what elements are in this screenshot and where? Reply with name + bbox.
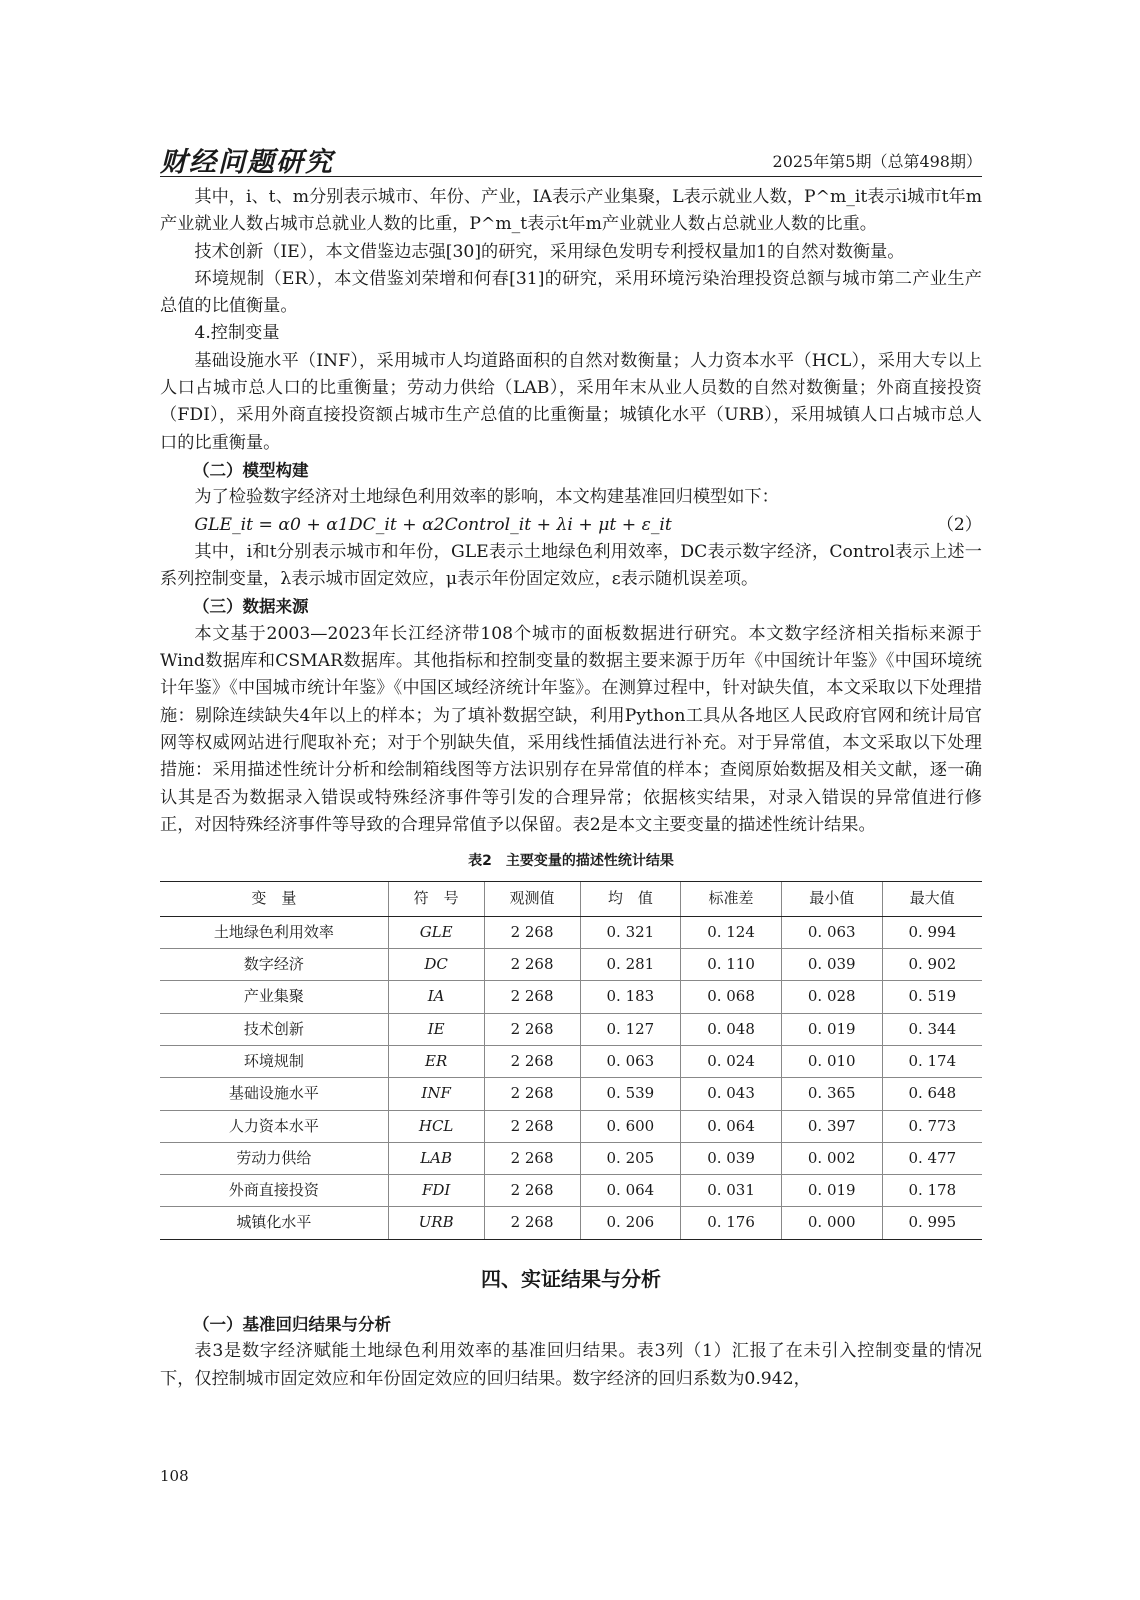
table-cell: INF (388, 1078, 484, 1110)
table-cell: IE (388, 1013, 484, 1045)
table-cell: 0. 028 (781, 981, 882, 1013)
issue-info: 2025年第5期（总第498期） (772, 152, 982, 171)
table-caption: 表2 主要变量的描述性统计结果 (468, 853, 674, 870)
table-cell: 0. 176 (681, 1207, 782, 1239)
table-cell: 人力资本水平 (160, 1110, 388, 1142)
table-cell: 0. 344 (882, 1013, 982, 1045)
table-cell: 城镇化水平 (160, 1207, 388, 1239)
table-header-cell: 最小值 (781, 882, 882, 916)
table-cell: 土地绿色利用效率 (160, 916, 388, 948)
table-cell: 0. 648 (882, 1078, 982, 1110)
heading-control-variables: 4.控制变量 (194, 323, 280, 344)
table-cell: 0. 773 (882, 1110, 982, 1142)
paragraph-er: 环境规制（ER），本文借鉴刘荣增和何春[31]的研究，采用环境污染治理投资总额与城市第二产业生产总值的比值衡量。 (160, 268, 982, 317)
journal-logo: 财经问题研究 (160, 147, 334, 178)
table-body (160, 916, 982, 1239)
table-header-cell: 最大值 (882, 882, 982, 916)
table-cell: 2 268 (484, 1078, 580, 1110)
table-cell: DC (388, 949, 484, 981)
paragraph-baseline-regression: 表3是数字经济赋能土地绿色利用效率的基准回归结果。表3列（1）汇报了在未引入控制变量的情况下，仅控制城市固定效应和年份固定效应的回归结果。数字经济的回归系数为0.942， (160, 1341, 982, 1389)
table-cell: 2 268 (484, 1175, 580, 1207)
paragraph-ia-definition: 其中，i、t、m分别表示城市、年份、产业，IA表示产业集聚，L表示就业人数，P^m_it表示i城市t年m产业就业人数占城市总就业人数的比重，P^m_t表示t年m产业就业人数占总就业人数的比重。 (160, 187, 982, 235)
table-cell: 0. 539 (580, 1078, 681, 1110)
table-cell: 0. 031 (681, 1175, 782, 1207)
table-cell: 0. 002 (781, 1142, 882, 1174)
table-cell: FDI (388, 1175, 484, 1207)
table-row (160, 1175, 982, 1207)
table-cell: 2 268 (484, 1142, 580, 1174)
table-cell: 2 268 (484, 1207, 580, 1239)
table-cell: 0. 039 (781, 949, 882, 981)
table-cell: 数字经济 (160, 949, 388, 981)
table-cell: 2 268 (484, 1110, 580, 1142)
paragraph-model-intro: 为了检验数字经济对土地绿色利用效率的影响，本文构建基准回归模型如下： (194, 487, 779, 508)
table-row (160, 916, 982, 948)
table-cell: 0. 397 (781, 1110, 882, 1142)
table-cell: 0. 063 (580, 1045, 681, 1077)
table-cell: 0. 205 (580, 1142, 681, 1174)
table-cell: 2 268 (484, 981, 580, 1013)
table-cell: 2 268 (484, 1045, 580, 1077)
table-cell: 0. 010 (781, 1045, 882, 1077)
table-cell: 0. 043 (681, 1078, 782, 1110)
page-header (160, 138, 982, 177)
table-cell: 0. 064 (681, 1110, 782, 1142)
table-row (160, 1013, 982, 1045)
table-cell: 0. 048 (681, 1013, 782, 1045)
equation-text: GLE_it = α0 + α1DC_it + α2Control_it + λi + μt + ε_it (194, 514, 672, 535)
table-cell: 0. 183 (580, 981, 681, 1013)
heading-model: （二）模型构建 (193, 460, 309, 480)
table-cell: 0. 519 (882, 981, 982, 1013)
table-row (160, 981, 982, 1013)
article-body (160, 184, 982, 1393)
table-cell: 0. 124 (681, 916, 782, 948)
heading-data-source: （三）数据来源 (193, 597, 309, 617)
table-cell: 2 268 (484, 949, 580, 981)
equation-2 (160, 512, 982, 539)
chapter-heading: 四、实证结果与分析 (481, 1266, 661, 1291)
paragraph-controls: 基础设施水平（INF），采用城市人均道路面积的自然对数衡量；人力资本水平（HCL），采用大专以上人口占城市总人口的比重衡量；劳动力供给（LAB），采用年末从业人员数的自然对数衡量；外商直接投资（FDI），采用外商直接投资额占城市生产总值的比重衡量；城镇化水平（URB），采用城镇人口占城市总人口的比重衡量。 (160, 350, 982, 453)
table-cell: 0. 365 (781, 1078, 882, 1110)
table-cell: 0. 127 (580, 1013, 681, 1045)
table-row (160, 1110, 982, 1142)
page-number: 108 (160, 1467, 189, 1485)
table-cell: 0. 019 (781, 1175, 882, 1207)
table-cell: 0. 206 (580, 1207, 681, 1239)
table-header-cell: 变 量 (160, 882, 388, 916)
table-cell: 0. 039 (681, 1142, 782, 1174)
paragraph-data-source: 本文基于2003—2023年长江经济带108个城市的面板数据进行研究。本文数字经济相关指标来源于Wind数据库和CSMAR数据库。其他指标和控制变量的数据主要来源于历年《中国统计年鉴》《中国环境统计年鉴》《中国城市统计年鉴》《中国区域经济统计年鉴》。在测算过程中，针对缺失值，本文采取以下处理措施：剔除连续缺失4年以上的样本；为了填补数据空缺，利用Python工具从各地区人民政府官网和统计局官网等权威网站进行爬取补充；对于个别缺失值，采用线性插值法进行补充。对于异常值，本文采取以下处理措施：采用描述性统计分析和绘制箱线图等方法识别存在异常值的样本；查阅原始数据及相关文献，逐一确认其是否为数据录入错误或特殊经济事件等引发的合理异常；依据核实结果，对录入错误的异常值进行修正，对因特殊经济事件等导致的合理异常值予以保留。表2是本文主要变量的描述性统计结果。 (160, 623, 982, 835)
table-cell: 0. 902 (882, 949, 982, 981)
descriptive-statistics-table (160, 881, 982, 1239)
table-cell: 0. 174 (882, 1045, 982, 1077)
table-cell: 0. 995 (882, 1207, 982, 1239)
table-cell: 2 268 (484, 1013, 580, 1045)
table-cell: 0. 994 (882, 916, 982, 948)
table-cell: 劳动力供给 (160, 1142, 388, 1174)
table-cell: 0. 063 (781, 916, 882, 948)
table-row (160, 1045, 982, 1077)
heading-baseline-regression: （一）基准回归结果与分析 (193, 1314, 391, 1334)
table-cell: 0. 110 (681, 949, 782, 981)
table-header-cell: 符 号 (388, 882, 484, 916)
equation-number: （2） (936, 514, 982, 535)
table-cell: 0. 321 (580, 916, 681, 948)
table-cell: 0. 178 (882, 1175, 982, 1207)
table-cell: 基础设施水平 (160, 1078, 388, 1110)
table-cell: HCL (388, 1110, 484, 1142)
table-cell: 0. 000 (781, 1207, 882, 1239)
table-cell: 0. 024 (681, 1045, 782, 1077)
table-cell: 0. 600 (580, 1110, 681, 1142)
table-header-cell: 观测值 (484, 882, 580, 916)
table-cell: 技术创新 (160, 1013, 388, 1045)
table-cell: 产业集聚 (160, 981, 388, 1013)
table-cell: 0. 064 (580, 1175, 681, 1207)
table-cell: 0. 019 (781, 1013, 882, 1045)
table-cell: 环境规制 (160, 1045, 388, 1077)
table-row (160, 949, 982, 981)
table-row (160, 1207, 982, 1239)
table-cell: LAB (388, 1142, 484, 1174)
table-cell: 外商直接投资 (160, 1175, 388, 1207)
paragraph-ie: 技术创新（IE），本文借鉴边志强[30]的研究，采用绿色发明专利授权量加1的自然对数衡量。 (194, 241, 905, 262)
table-cell: 0. 281 (580, 949, 681, 981)
table-cell: GLE (388, 916, 484, 948)
table-header-cell: 标准差 (681, 882, 782, 916)
table-cell: 0. 068 (681, 981, 782, 1013)
table-cell: 0. 477 (882, 1142, 982, 1174)
table-cell: URB (388, 1207, 484, 1239)
table-row (160, 1142, 982, 1174)
table-row (160, 1078, 982, 1110)
table-header-cell: 均 值 (580, 882, 681, 916)
table-cell: IA (388, 981, 484, 1013)
table-cell: ER (388, 1045, 484, 1077)
paragraph-model-explain: 其中，i和t分别表示城市和年份，GLE表示土地绿色利用效率，DC表示数字经济，Control表示上述一系列控制变量，λ表示城市固定效应，μ表示年份固定效应，ε表示随机误差项。 (160, 541, 982, 590)
table-header-row (160, 882, 982, 916)
table-cell: 2 268 (484, 916, 580, 948)
